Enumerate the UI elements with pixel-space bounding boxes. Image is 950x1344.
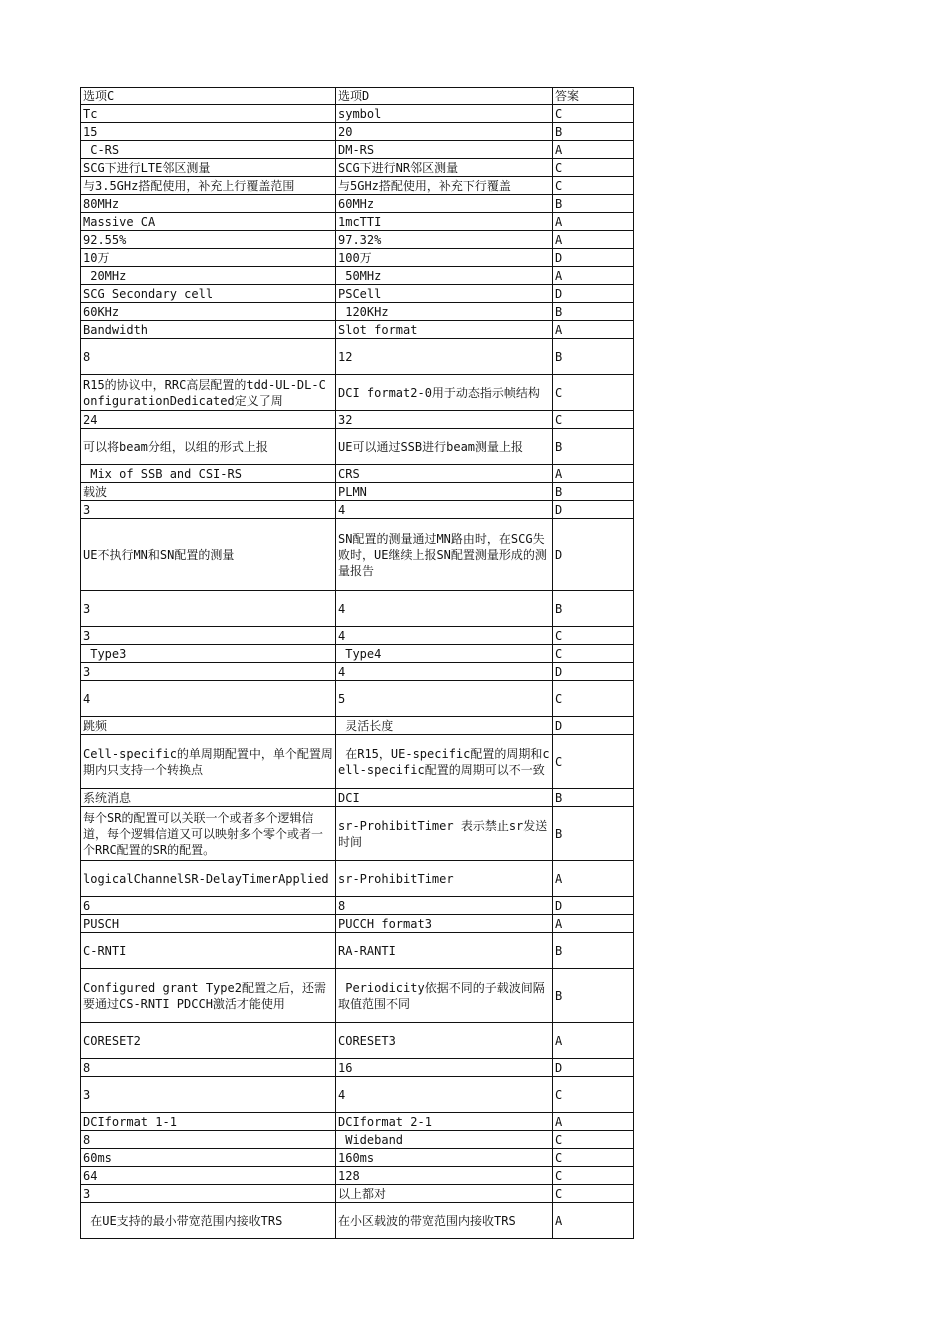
- answer-cell: D: [553, 1059, 634, 1077]
- table-row: [81, 861, 634, 897]
- option-d-cell: DCI format2-0用于动态指示帧结构: [336, 375, 553, 411]
- header-option-c: 选项C: [81, 88, 336, 105]
- answer-cell: C: [553, 1185, 634, 1203]
- table-row: [81, 789, 634, 807]
- option-c-cell: 10万: [81, 249, 336, 267]
- option-c-cell: 3: [81, 591, 336, 627]
- answer-cell: D: [553, 897, 634, 915]
- answer-cell: C: [553, 1131, 634, 1149]
- answer-cell: C: [553, 375, 634, 411]
- table-row: [81, 483, 634, 501]
- table-row: [81, 681, 634, 717]
- table-row: [81, 375, 634, 411]
- option-d-cell: 12: [336, 339, 553, 375]
- answer-cell: A: [553, 1113, 634, 1131]
- option-d-cell: 4: [336, 1077, 553, 1113]
- table-row: [81, 411, 634, 429]
- answer-cell: A: [553, 1023, 634, 1059]
- option-c-cell: C-RNTI: [81, 933, 336, 969]
- table-row: [81, 627, 634, 645]
- option-d-cell: 20: [336, 123, 553, 141]
- table-row: [81, 1185, 634, 1203]
- answer-cell: A: [553, 231, 634, 249]
- answer-cell: C: [553, 177, 634, 195]
- table-row: [81, 105, 634, 123]
- option-c-cell: 24: [81, 411, 336, 429]
- table-row: [81, 1113, 634, 1131]
- table-row: [81, 645, 634, 663]
- table-row: [81, 519, 634, 591]
- option-c-cell: Bandwidth: [81, 321, 336, 339]
- table-row: [81, 123, 634, 141]
- answer-cell: C: [553, 411, 634, 429]
- table-row: [81, 591, 634, 627]
- answer-cell: D: [553, 717, 634, 735]
- option-d-cell: 160ms: [336, 1149, 553, 1167]
- option-c-cell: R15的协议中，RRC高层配置的tdd-UL-DL-ConfigurationDedicated定义了周: [81, 375, 336, 411]
- answer-cell: D: [553, 285, 634, 303]
- header-row: [81, 88, 634, 105]
- option-d-cell: DM-RS: [336, 141, 553, 159]
- table-row: [81, 1167, 634, 1185]
- table-row: [81, 735, 634, 789]
- option-d-cell: Type4: [336, 645, 553, 663]
- option-c-cell: 4: [81, 681, 336, 717]
- option-d-cell: 1mcTTI: [336, 213, 553, 231]
- answer-cell: B: [553, 807, 634, 861]
- option-c-cell: CORESET2: [81, 1023, 336, 1059]
- table-row: [81, 231, 634, 249]
- option-d-cell: 在R15，UE-specific配置的周期和cell-specific配置的周期可以不一致: [336, 735, 553, 789]
- answer-cell: A: [553, 213, 634, 231]
- option-d-cell: 灵活长度: [336, 717, 553, 735]
- option-c-cell: 3: [81, 1077, 336, 1113]
- option-d-cell: 在小区载波的带宽范围内接收TRS: [336, 1203, 553, 1239]
- option-d-cell: RA-RANTI: [336, 933, 553, 969]
- answer-cell: C: [553, 1149, 634, 1167]
- option-d-cell: Wideband: [336, 1131, 553, 1149]
- option-c-cell: 80MHz: [81, 195, 336, 213]
- option-d-cell: PSCell: [336, 285, 553, 303]
- option-c-cell: 6: [81, 897, 336, 915]
- answer-cell: D: [553, 519, 634, 591]
- option-c-cell: 15: [81, 123, 336, 141]
- answer-cell: A: [553, 267, 634, 285]
- table-row: [81, 267, 634, 285]
- answer-cell: B: [553, 339, 634, 375]
- option-d-cell: 8: [336, 897, 553, 915]
- table-row: [81, 915, 634, 933]
- option-c-cell: PUSCH: [81, 915, 336, 933]
- option-c-cell: 60ms: [81, 1149, 336, 1167]
- table-row: [81, 249, 634, 267]
- option-d-cell: CRS: [336, 465, 553, 483]
- table-row: [81, 321, 634, 339]
- answer-cell: C: [553, 1167, 634, 1185]
- table-row: [81, 1077, 634, 1113]
- option-c-cell: Mix of SSB and CSI-RS: [81, 465, 336, 483]
- option-c-cell: 载波: [81, 483, 336, 501]
- answer-cell: C: [553, 735, 634, 789]
- table-row: [81, 303, 634, 321]
- option-c-cell: Type3: [81, 645, 336, 663]
- table-row: [81, 339, 634, 375]
- answer-cell: D: [553, 249, 634, 267]
- option-c-cell: 3: [81, 627, 336, 645]
- option-c-cell: UE不执行MN和SN配置的测量: [81, 519, 336, 591]
- option-c-cell: logicalChannelSR-DelayTimerApplied: [81, 861, 336, 897]
- answer-cell: C: [553, 645, 634, 663]
- option-d-cell: 100万: [336, 249, 553, 267]
- table-row: [81, 933, 634, 969]
- option-c-cell: SCG下进行LTE邻区测量: [81, 159, 336, 177]
- table-row: [81, 159, 634, 177]
- option-d-cell: 4: [336, 663, 553, 681]
- option-d-cell: 32: [336, 411, 553, 429]
- table-row: [81, 501, 634, 519]
- answer-cell: A: [553, 465, 634, 483]
- option-d-cell: 4: [336, 591, 553, 627]
- table-row: [81, 1023, 634, 1059]
- option-d-cell: 128: [336, 1167, 553, 1185]
- option-d-cell: symbol: [336, 105, 553, 123]
- table-row: [81, 897, 634, 915]
- answer-cell: B: [553, 195, 634, 213]
- answer-cell: D: [553, 663, 634, 681]
- option-c-cell: 可以将beam分组，以组的形式上报: [81, 429, 336, 465]
- option-c-cell: 3: [81, 1185, 336, 1203]
- option-c-cell: DCIformat 1-1: [81, 1113, 336, 1131]
- table-row: [81, 465, 634, 483]
- option-d-cell: PLMN: [336, 483, 553, 501]
- table-row: [81, 1149, 634, 1167]
- answer-cell: C: [553, 627, 634, 645]
- table-row: [81, 1203, 634, 1239]
- option-d-cell: SN配置的测量通过MN路由时，在SCG失败时，UE继续上报SN配置测量形成的测量报告: [336, 519, 553, 591]
- answer-cell: B: [553, 429, 634, 465]
- table-row: [81, 195, 634, 213]
- option-d-cell: 5: [336, 681, 553, 717]
- answer-cell: A: [553, 1203, 634, 1239]
- option-d-cell: DCIformat 2-1: [336, 1113, 553, 1131]
- option-c-cell: 3: [81, 501, 336, 519]
- option-d-cell: 50MHz: [336, 267, 553, 285]
- table-row: [81, 429, 634, 465]
- answer-table: [80, 87, 634, 1239]
- answer-cell: A: [553, 915, 634, 933]
- header-option-d: 选项D: [336, 88, 553, 105]
- table-row: [81, 969, 634, 1023]
- option-d-cell: SCG下进行NR邻区测量: [336, 159, 553, 177]
- table-row: [81, 285, 634, 303]
- answer-cell: A: [553, 141, 634, 159]
- option-d-cell: PUCCH format3: [336, 915, 553, 933]
- option-c-cell: 3: [81, 663, 336, 681]
- table-row: [81, 663, 634, 681]
- answer-cell: B: [553, 969, 634, 1023]
- option-d-cell: 120KHz: [336, 303, 553, 321]
- answer-cell: A: [553, 321, 634, 339]
- option-c-cell: 在UE支持的最小带宽范围内接收TRS: [81, 1203, 336, 1239]
- option-c-cell: 跳频: [81, 717, 336, 735]
- option-c-cell: 8: [81, 1131, 336, 1149]
- table-row: [81, 177, 634, 195]
- answer-cell: D: [553, 501, 634, 519]
- option-c-cell: 系统消息: [81, 789, 336, 807]
- option-d-cell: Periodicity依据不同的子载波间隔取值范围不同: [336, 969, 553, 1023]
- option-d-cell: 16: [336, 1059, 553, 1077]
- option-c-cell: Massive CA: [81, 213, 336, 231]
- option-d-cell: 60MHz: [336, 195, 553, 213]
- answer-cell: B: [553, 933, 634, 969]
- option-c-cell: 64: [81, 1167, 336, 1185]
- table-row: [81, 1131, 634, 1149]
- option-c-cell: 8: [81, 1059, 336, 1077]
- answer-cell: B: [553, 123, 634, 141]
- answer-cell: C: [553, 159, 634, 177]
- option-c-cell: 60KHz: [81, 303, 336, 321]
- table-row: [81, 213, 634, 231]
- option-c-cell: 与3.5GHz搭配使用，补充上行覆盖范围: [81, 177, 336, 195]
- answer-cell: B: [553, 591, 634, 627]
- answer-cell: B: [553, 483, 634, 501]
- option-c-cell: C-RS: [81, 141, 336, 159]
- option-d-cell: 以上都对: [336, 1185, 553, 1203]
- option-d-cell: sr-ProhibitTimer 表示禁止sr发送时间: [336, 807, 553, 861]
- option-d-cell: sr-ProhibitTimer: [336, 861, 553, 897]
- table-row: [81, 141, 634, 159]
- option-d-cell: CORESET3: [336, 1023, 553, 1059]
- answer-cell: A: [553, 861, 634, 897]
- table-row: [81, 1059, 634, 1077]
- option-c-cell: 每个SR的配置可以关联一个或者多个逻辑信道，每个逻辑信道又可以映射多个零个或者一个RRC配置的SR的配置。: [81, 807, 336, 861]
- option-d-cell: 4: [336, 627, 553, 645]
- answer-cell: B: [553, 303, 634, 321]
- answer-table-body: [81, 88, 634, 1239]
- option-d-cell: DCI: [336, 789, 553, 807]
- answer-cell: C: [553, 681, 634, 717]
- answer-cell: B: [553, 789, 634, 807]
- option-c-cell: Configured grant Type2配置之后，还需要通过CS-RNTI PDCCH激活才能使用: [81, 969, 336, 1023]
- option-d-cell: UE可以通过SSB进行beam测量上报: [336, 429, 553, 465]
- option-c-cell: 8: [81, 339, 336, 375]
- option-c-cell: Tc: [81, 105, 336, 123]
- answer-cell: C: [553, 105, 634, 123]
- option-c-cell: 20MHz: [81, 267, 336, 285]
- option-c-cell: SCG Secondary cell: [81, 285, 336, 303]
- option-c-cell: 92.55%: [81, 231, 336, 249]
- table-row: [81, 717, 634, 735]
- option-d-cell: Slot format: [336, 321, 553, 339]
- option-d-cell: 与5GHz搭配使用，补充下行覆盖: [336, 177, 553, 195]
- option-d-cell: 4: [336, 501, 553, 519]
- header-answer: 答案: [553, 88, 634, 105]
- table-row: [81, 807, 634, 861]
- answer-cell: C: [553, 1077, 634, 1113]
- option-c-cell: Cell-specific的单周期配置中，单个配置周期内只支持一个转换点: [81, 735, 336, 789]
- option-d-cell: 97.32%: [336, 231, 553, 249]
